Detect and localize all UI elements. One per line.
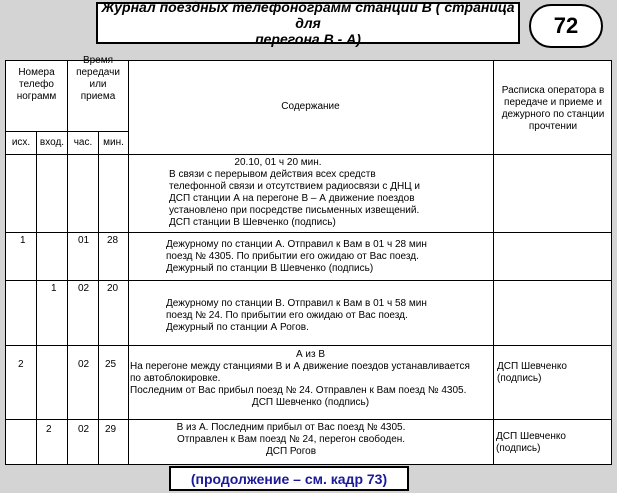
row-4-receipt-line: ДСП Шевченко [497,361,567,372]
row-4-content-signature: ДСП Шевченко (подпись) [251,397,370,408]
row-5-hour: 02 [78,424,90,435]
row-2-out: 1 [20,235,26,246]
grid-line-h-row-1 [6,232,612,233]
header-out: исх. [11,137,31,148]
row-4-content-line: Последним от Вас прибыл поезд № 24. Отправлен к Вам поезд № 4305. [130,385,467,396]
row-5-in: 2 [46,424,52,435]
header-receipt-line: передаче и приеме и [504,97,602,108]
row-4-hour: 02 [78,359,90,370]
row-1-content-line: установлено при посредстве письменных извещений. [169,205,420,216]
row-4-content-line: по автоблокировке. [130,373,221,384]
grid-line-v-time [67,61,68,465]
header-receipt [494,85,612,133]
grid-line-h-header [6,154,612,155]
journal-title [96,0,520,47]
row-5-content-line: Отправлен к Вам поезд № 24, перегон свободен. [176,434,406,445]
header-numbers-line: Номера [18,67,55,78]
row-1-content-body [169,169,420,229]
header-in: вход. [39,137,65,148]
frame-number: 72 [553,13,579,38]
row-1-content-line: телефонной связи и отсутствием радиосвязи с ДНЦ и [169,181,420,192]
telephonogram-table [5,55,612,465]
header-time-line: или [89,79,107,90]
grid-line-h-row-2 [6,280,612,281]
row-4-content-line: На перегоне между станциями В и А движение поездов устанавливается [130,361,470,372]
row-1-content [128,157,428,169]
row-2-content-line: поезд № 4305. По прибытии его ожидаю от Вас поезд. [166,251,419,262]
row-3-minute: 20 [107,283,119,294]
row-4-minute: 25 [105,359,117,370]
row-4-receipt [497,361,567,385]
row-4-receipt-line: (подпись) [497,373,542,384]
row-3-content-line: Дежурному по станции В. Отправил к Вам в 01 ч 58 мин [166,298,427,309]
row-1-content-line: ДСП станции А на перегоне В – А движение поездов [169,193,415,204]
row-5-content-line: ДСП Рогов [265,446,317,457]
row-2-hour: 01 [78,235,90,246]
row-5-receipt-line: (подпись) [496,443,541,454]
row-5-content-line: В из А. Последним прибыл от Вас поезд № 4305. [176,422,406,433]
row-1-content-line: 20.10, 01 ч 20 мин. [234,157,322,168]
row-5-content [128,422,454,458]
grid-line-h-row-3 [6,345,612,346]
grid-line-h-subheader [6,131,128,132]
row-3-in: 1 [51,283,57,294]
row-3-content-line: Дежурный по станции А Рогов. [166,322,309,333]
row-3-hour: 02 [78,283,90,294]
row-3-content-line: поезд № 24. По прибытии его ожидаю от Вас поезд. [166,310,408,321]
grid-line-h-row-4 [6,419,612,420]
frame-number-badge [529,4,603,48]
header-numbers [6,67,67,103]
grid-line-v-in [36,131,37,465]
header-receipt-line: Расписка оператора в [501,85,605,96]
grid-line-v-minute [98,131,99,465]
row-2-content [166,239,427,275]
row-2-content-line: Дежурному по станции А. Отправил к Вам в 01 ч 28 мин [166,239,427,250]
header-minute: мин. [103,137,124,148]
header-time-line: Время [82,55,114,66]
header-hour: час. [73,137,93,148]
journal-title-line-1: Журнал поездных телефонограмм станции В ( страница для [101,0,515,31]
row-2-minute: 28 [107,235,119,246]
row-3-content [166,298,427,334]
header-content: Содержание [281,101,340,112]
journal-title-line-2: перегона В - А) [255,31,361,47]
continuation-note-text: (продолжение – см. кадр 73) [190,470,388,487]
header-receipt-line: прочтении [528,121,578,132]
row-4-content-heading: А из В [295,349,326,360]
continuation-note [169,466,409,491]
header-time-line: передачи [76,67,120,78]
header-numbers-line: телефо [19,79,54,90]
header-time [68,55,128,103]
row-4-content-body [130,361,470,397]
row-4-out: 2 [18,359,24,370]
header-time-line: приема [80,91,116,102]
row-2-content-line: Дежурный по станции В Шевченко (подпись) [166,263,374,274]
row-5-minute: 29 [105,424,117,435]
row-1-content-line: В связи с перерывом действия всех средств [169,169,376,180]
row-5-receipt-line: ДСП Шевченко [496,431,566,442]
header-numbers-line: нограмм [16,91,57,102]
row-1-content-line: ДСП станции В Шевченко (подпись) [169,217,336,228]
row-5-receipt [496,431,566,455]
header-receipt-line: дежурного по станции [501,109,605,120]
